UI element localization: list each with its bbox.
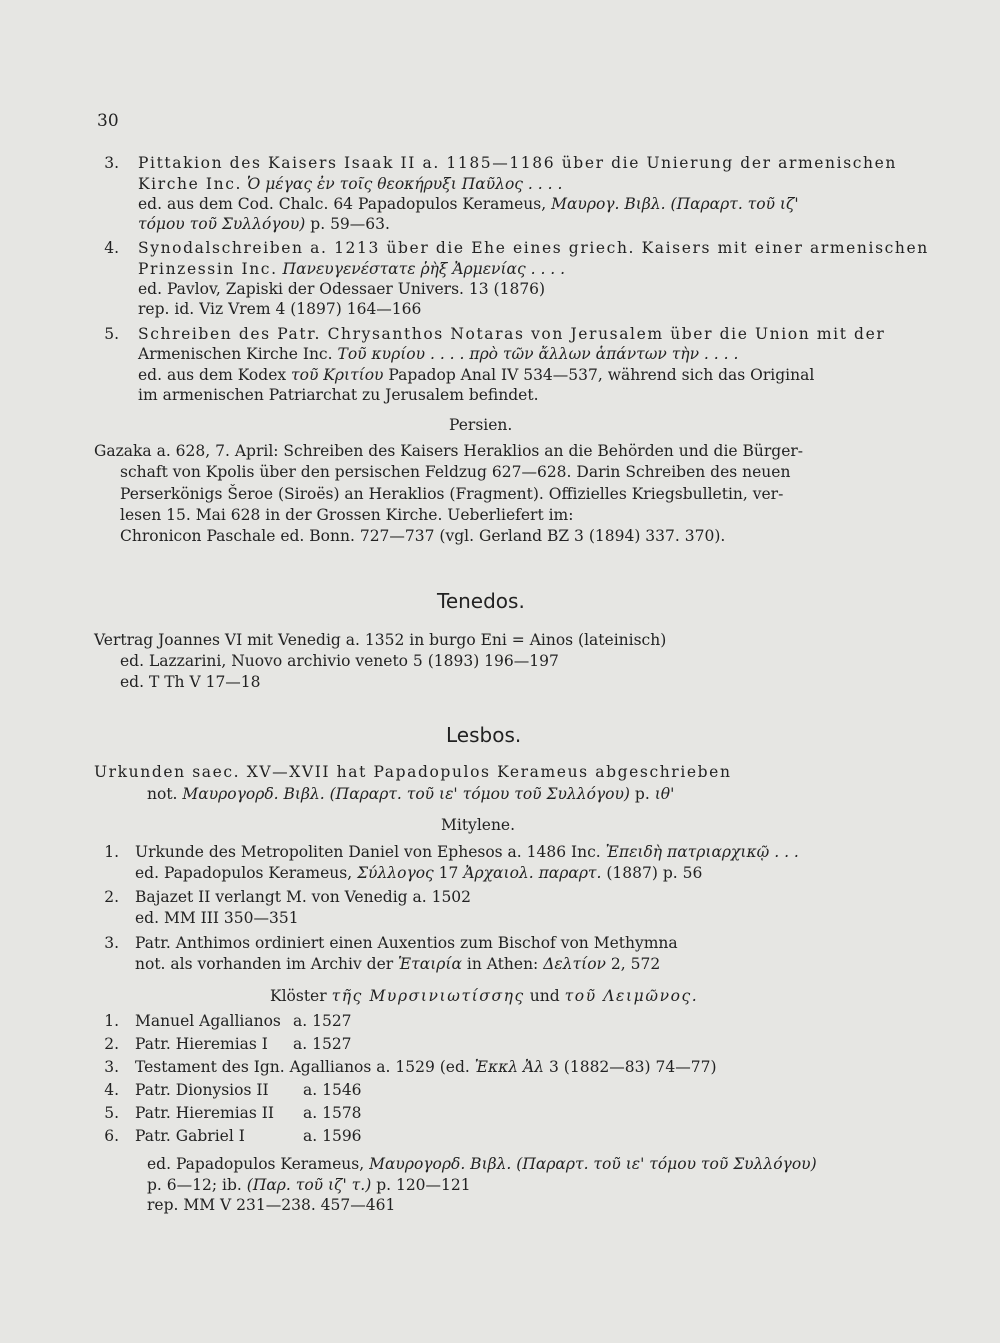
kloester-row-year: a. 1578 (303, 1104, 362, 1122)
kloester-row-3: Testament des Ign. Agallianos a. 1529 (ed. Ἐκκλ Ἀλ 3 (1882—83) 74—77) (135, 1058, 717, 1076)
item-5-line-1: Schreiben des Patr. Chrysanthos Notaras von Jerusalem über die Union mit der (138, 325, 886, 343)
item-number: 3. (104, 1058, 119, 1076)
kloester-ed-line-2: p. 6—12; ib. (Παρ. τοῦ ιζ' τ.) p. 120—121 (147, 1176, 471, 1194)
kloester-row-year: a. 1596 (303, 1127, 362, 1145)
persien-line-5: Chronicon Paschale ed. Bonn. 727—737 (vgl. Gerland BZ 3 (1894) 337. 370). (120, 527, 726, 545)
persien-line-2: schaft von Kpolis über den persischen Feldzug 627—628. Darin Schreiben des neuen (120, 463, 791, 481)
persien-line-1: Gazaka a. 628, 7. April: Schreiben des Kaisers Heraklios an die Behörden und die Bürger- (94, 442, 804, 460)
kloester-row-name: Patr. Hieremias II (135, 1104, 275, 1122)
item-number: 1. (104, 843, 119, 861)
mitylene-2-line-2: ed. MM III 350—351 (135, 909, 299, 927)
lesbos-line-2: not. Μαυρογορδ. Βιβλ. (Παραρτ. τοῦ ιε' τόμου τοῦ Συλλόγου) p. ιθ' (147, 785, 675, 803)
mitylene-2-line-1: Bajazet II verlangt M. von Venedig a. 1502 (135, 888, 472, 906)
kloester-row-name: Patr. Gabriel I (135, 1127, 245, 1145)
item-3-line-4: τόμου τοῦ Συλλόγου) p. 59—63. (138, 215, 390, 233)
kloester-row-year: a. 1527 (293, 1035, 352, 1053)
item-3-line-3: ed. aus dem Cod. Chalc. 64 Papadopulos Kerameus, Μαυρογ. Βιβλ. (Παραρτ. τοῦ ιζ' (138, 195, 799, 213)
item-3-line-2: Kirche Inc. Ὁ μέγας ἐν τοῖς θεοκήρυξι Παῦλος . . . . (138, 175, 563, 193)
item-number: 6. (104, 1127, 119, 1145)
section-heading-lesbos: Lesbos. (446, 723, 522, 747)
page-number: 30 (97, 111, 119, 131)
kloester-row-name: Patr. Dionysios II (135, 1081, 269, 1099)
item-number: 3. (104, 934, 119, 952)
item-4-line-2: Prinzessin Inc. Πανευγενέστατε ῥὴξ Ἀρμενίας . . . . (138, 260, 566, 278)
kloester-row-name: Manuel Agallianos (135, 1012, 281, 1030)
section-heading-mitylene: Mitylene. (441, 816, 516, 834)
item-4-line-1: Synodalschreiben a. 1213 über die Ehe eines griech. Kaisers mit einer armenischen (138, 239, 929, 257)
item-number: 2. (104, 888, 119, 906)
kloester-row-year: a. 1527 (293, 1012, 352, 1030)
kloester-ed-line-1: ed. Papadopulos Kerameus, Μαυρογορδ. Βιβλ. (Παραρτ. τοῦ ιε' τόμου τοῦ Συλλόγου) (147, 1155, 817, 1173)
kloester-row-year: a. 1546 (303, 1081, 362, 1099)
kloester-row-name: Patr. Hieremias I (135, 1035, 268, 1053)
mitylene-3-line-1: Patr. Anthimos ordiniert einen Auxentios zum Bischof von Methymna (135, 934, 678, 952)
item-5-line-2: Armenischen Kirche Inc. Τοῦ κυρίου . . . . πρὸ τῶν ἄλλων ἁπάντων τὴν . . . . (138, 345, 739, 363)
lesbos-line-1: Urkunden saec. XV—XVII hat Papadopulos Kerameus abgeschrieben (94, 763, 732, 781)
section-heading-persien: Persien. (449, 416, 513, 434)
tenedos-line-1: Vertrag Joannes VI mit Venedig a. 1352 in burgo Eni = Ainos (lateinisch) (94, 631, 667, 649)
persien-line-3: Perserkönigs Šeroe (Siroës) an Heraklios (Fragment). Offizielles Kriegsbulletin, ver- (120, 485, 784, 503)
item-number: 5. (104, 1104, 119, 1122)
section-heading-kloester: Klöster τῆς Μυρσινιωτίσσης und τοῦ Λειμῶνος. (270, 987, 699, 1005)
item-number: 4. (104, 239, 119, 257)
item-number: 5. (104, 325, 119, 343)
item-number: 1. (104, 1012, 119, 1030)
tenedos-line-3: ed. T Th V 17—18 (120, 673, 261, 691)
item-4-line-3: ed. Pavlov, Zapiski der Odessaer Univers. 13 (1876) (138, 280, 546, 298)
item-5-line-4: im armenischen Patriarchat zu Jerusalem befindet. (138, 386, 539, 404)
section-heading-tenedos: Tenedos. (437, 589, 525, 613)
item-number: 4. (104, 1081, 119, 1099)
persien-line-4: lesen 15. Mai 628 in der Grossen Kirche. Ueberliefert im: (120, 506, 574, 524)
item-5-line-3: ed. aus dem Kodex τοῦ Κριτίου Papadop Anal IV 534—537, während sich das Original (138, 366, 815, 384)
item-number: 3. (104, 154, 119, 172)
item-4-line-4: rep. id. Viz Vrem 4 (1897) 164—166 (138, 300, 422, 318)
item-3-line-1: Pittakion des Kaisers Isaak II a. 1185—1186 über die Unierung der armenischen (138, 154, 897, 172)
mitylene-1-line-1: Urkunde des Metropoliten Daniel von Ephesos a. 1486 Inc. Ἐπειδὴ πατριαρχικῷ . . . (135, 843, 799, 861)
item-number: 2. (104, 1035, 119, 1053)
mitylene-1-line-2: ed. Papadopulos Kerameus, Σύλλογος 17 Ἀρχαιολ. παραρτ. (1887) p. 56 (135, 864, 703, 882)
mitylene-3-line-2: not. als vorhanden im Archiv der Ἑταιρία in Athen: Δελτίον 2, 572 (135, 955, 661, 973)
tenedos-line-2: ed. Lazzarini, Nuovo archivio veneto 5 (1893) 196—197 (120, 652, 559, 670)
kloester-ed-line-3: rep. MM V 231—238. 457—461 (147, 1196, 396, 1214)
